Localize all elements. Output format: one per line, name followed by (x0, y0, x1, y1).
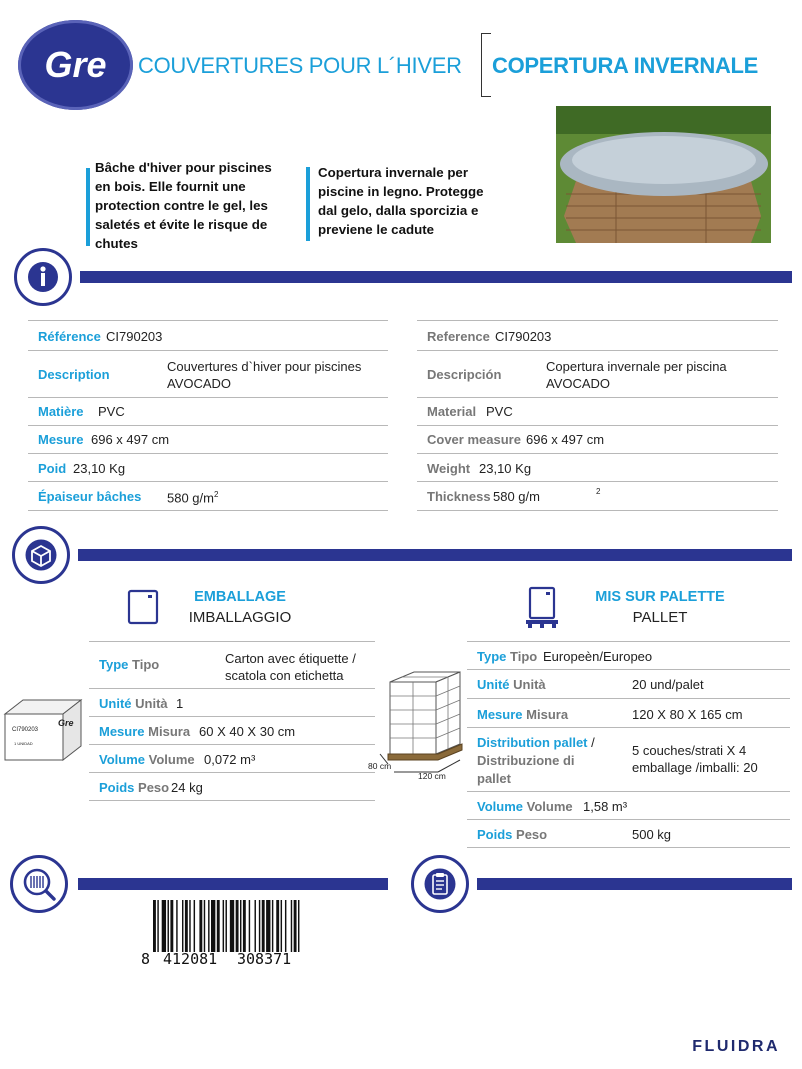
info-it-description-row (417, 351, 778, 398)
packaging-unit-value: 1 (176, 696, 184, 711)
packaging-measure-row (89, 717, 375, 745)
pallet-illustration (366, 668, 466, 791)
thickness-value-text: 580 g/m (167, 490, 214, 506)
measure-label: Mesure (38, 432, 84, 447)
pallet-measure-labels (477, 707, 568, 722)
description-value: Copertura invernale per piscina AVOCADO (546, 359, 727, 391)
pallet-width-label: 120 cm (418, 771, 446, 781)
pallet-depth-label: 80 cm (368, 761, 392, 771)
pallet-distribution-fr: Distribution pallet (477, 735, 588, 750)
carton-illustration (3, 694, 83, 767)
weight-value: 23,10 Kg (479, 461, 532, 476)
measure-label: Cover measure (427, 432, 521, 447)
measure-value: 696 x 497 cm (91, 432, 170, 447)
info-fr-measure-row (28, 426, 388, 454)
pallet-weight-labels (477, 827, 547, 842)
packaging-unit-fr: Unité (99, 696, 132, 711)
thickness-value (167, 490, 218, 505)
carton-ref: CI790203 (12, 727, 39, 733)
barcode-bar (249, 900, 250, 952)
pallet-measure-fr: Mesure (477, 707, 523, 722)
pallet-distribution-it: Distribuzione di pallet (477, 753, 575, 786)
clipboard-icon (411, 855, 469, 913)
barcode-bar (204, 900, 205, 952)
intro-fr-bar (86, 168, 90, 246)
info-it-material-row (417, 398, 778, 426)
reference-value: CI790203 (106, 329, 163, 344)
barcode-bar (291, 900, 292, 952)
barcode-bars (145, 900, 310, 952)
pallet-type-labels (477, 649, 537, 664)
description-value: Couvertures d`hiver pour piscines AVOCADO (167, 359, 362, 391)
packaging-unit-it: Unità (135, 696, 168, 711)
weight-value: 23,10 Kg (73, 461, 126, 476)
packaging-heading-it: IMBALLAGGIO (188, 609, 292, 626)
barcode-bar (240, 900, 241, 952)
notes-section-line (477, 878, 792, 890)
packaging-type-labels (99, 657, 159, 672)
pallet-distribution-sep: / (587, 735, 595, 750)
packaging-volume-labels (99, 752, 195, 767)
barcode-bar (255, 900, 256, 952)
info-fr-weight-row (28, 454, 388, 482)
packaging-type-value: Carton avec étiquette / scatola con etichetta (225, 651, 356, 683)
barcode-bar (272, 900, 273, 952)
pallet-weight-fr: Poids (477, 827, 513, 842)
material-value: PVC (486, 404, 513, 419)
packaging-weight-row (89, 773, 375, 801)
barcode-bar (211, 900, 215, 952)
thickness-label: Épaiseur bâches (38, 489, 142, 504)
intro-it: Copertura invernale per piscine in legno. Protegge dal gelo, dalla sporcizia e previene le cadute (318, 165, 484, 237)
barcode-bar (298, 900, 299, 952)
pallet-icon (525, 586, 559, 635)
title-it: COPERTURA INVERNALE (492, 53, 759, 78)
pallet-distribution-labels (477, 734, 612, 788)
pallet-volume-it: Volume (526, 799, 573, 814)
info-fr-reference-row (28, 321, 388, 351)
thickness-sup: 2 (596, 487, 601, 496)
weight-label: Poid (38, 461, 67, 476)
pallet-weight-value: 500 kg (632, 827, 672, 842)
description-label: Descripción (427, 367, 502, 382)
pallet-measure-it: Misura (526, 707, 569, 722)
fluidra-logo: FLUIDRA (692, 1038, 780, 1055)
info-section-line (80, 271, 792, 283)
pallet-volume-row (467, 792, 790, 820)
reference-label: Reference (427, 329, 490, 344)
pallet-type-value: Europeèn/Europeo (543, 649, 653, 664)
barcode-bar (176, 900, 177, 952)
title-bracket (481, 33, 491, 97)
barcode-bar (223, 900, 224, 952)
info-fr-thickness-row (28, 482, 388, 511)
gre-logo-text: Gre (44, 44, 107, 85)
pallet-volume-fr: Volume (477, 799, 523, 814)
barcode-bar (281, 900, 282, 952)
pallet-volume-value: 1,58 m³ (583, 799, 628, 814)
measure-value: 696 x 497 cm (526, 432, 605, 447)
packaging-unit-labels (99, 696, 168, 711)
packaging-volume-it: Volume (148, 752, 195, 767)
pallet-unit-value: 20 und/palet (632, 677, 704, 692)
pallet-type-row (467, 642, 790, 670)
pallet-type-it: Tipo (510, 649, 538, 664)
packaging-weight-labels (99, 780, 169, 795)
pallet-measure-row (467, 699, 790, 728)
box-icon (12, 526, 70, 584)
barcode-bar (208, 900, 209, 952)
info-icon (14, 248, 72, 306)
barcode-bar (194, 900, 195, 952)
barcode-bar (243, 900, 246, 952)
barcode-bar (230, 900, 234, 952)
pallet-type-fr: Type (477, 649, 507, 664)
packaging-volume-value: 0,072 m³ (204, 752, 256, 767)
barcode-bar (189, 900, 190, 952)
barcode (141, 900, 310, 972)
reference-value: CI790203 (495, 329, 552, 344)
packaging-unit-row (89, 689, 375, 717)
barcode-bar (294, 900, 297, 952)
barcode-bar (226, 900, 227, 952)
thickness-value: 580 g/m (493, 489, 540, 504)
barcode-bar (153, 900, 156, 952)
packaging-volume-row (89, 745, 375, 773)
info-it-weight-row (417, 454, 778, 482)
barcode-search-icon (10, 855, 68, 913)
barcode-bar (185, 900, 188, 952)
pallet-weight-row (467, 820, 790, 848)
barcode-digits-left: 412081 (163, 950, 218, 968)
barcode-bar (157, 900, 158, 952)
info-it-reference-row (417, 321, 778, 351)
carton-icon (127, 589, 159, 630)
pallet-heading-fr: MIS SUR PALETTE (595, 589, 725, 605)
barcode-bar (262, 900, 265, 952)
intro-it-bar (306, 167, 310, 241)
reference-label: Référence (38, 329, 101, 344)
thickness-label: Thickness (427, 489, 491, 504)
packaging-measure-labels (99, 724, 190, 739)
barcode-bar (266, 900, 270, 952)
pallet-unit-labels (477, 677, 546, 692)
pallet-distribution-value: 5 couches/strati X 4 emballage /imballi: 20 (632, 743, 758, 775)
barcode-bar (162, 900, 166, 952)
weight-label: Weight (427, 461, 471, 476)
packaging-measure-value: 60 X 40 X 30 cm (199, 724, 296, 739)
thickness-sup: 2 (213, 490, 219, 499)
packaging-type-fr: Type (99, 657, 129, 672)
carton-logo: Gre (58, 718, 74, 728)
intro-fr: Bâche d'hiver pour piscines en bois. Elle fournit une protection contre le gel, les saletés et évite le risque de chutes (95, 160, 272, 251)
info-it-thickness-row (417, 482, 778, 511)
barcode-bar (168, 900, 169, 952)
pallet-measure-value: 120 X 80 X 165 cm (632, 707, 743, 722)
barcode-bar (182, 900, 183, 952)
material-label: Matière (38, 404, 84, 419)
barcode-digit-first: 8 (141, 950, 151, 968)
packaging-measure-it: Misura (148, 724, 191, 739)
barcode-section-line (78, 878, 388, 890)
description-label: Description (38, 367, 110, 382)
packaging-section-line (78, 549, 792, 561)
pallet-heading-it: PALLET (632, 609, 688, 626)
info-fr-material-row (28, 398, 388, 426)
packaging-heading-fr: EMBALLAGE (194, 589, 286, 605)
barcode-bar (285, 900, 286, 952)
pallet-distribution-row (467, 728, 790, 792)
pallet-unit-fr: Unité (477, 677, 510, 692)
packaging-weight-it: Peso (138, 780, 170, 795)
pallet-unit-it: Unità (513, 677, 546, 692)
pallet-weight-it: Peso (516, 827, 548, 842)
barcode-bar (199, 900, 202, 952)
packaging-type-row (89, 642, 375, 689)
info-it-measure-row (417, 426, 778, 454)
material-label: Material (427, 404, 477, 419)
product-photo (556, 106, 771, 243)
material-value: PVC (98, 404, 125, 419)
packaging-volume-fr: Volume (99, 752, 145, 767)
barcode-bar (259, 900, 260, 952)
barcode-digits-right: 308371 (237, 950, 292, 968)
pallet-volume-labels (477, 799, 573, 814)
gre-logo (18, 20, 133, 110)
title-fr: COUVERTURES POUR L´HIVER (138, 53, 462, 78)
barcode-bar (170, 900, 173, 952)
carton-unit: 1 UNIDAD (14, 741, 33, 746)
packaging-type-it: Tipo (132, 657, 160, 672)
barcode-bar (236, 900, 239, 952)
pallet-unit-row (467, 670, 790, 699)
barcode-bar (217, 900, 220, 952)
packaging-weight-fr: Poids (99, 780, 135, 795)
packaging-measure-fr: Mesure (99, 724, 145, 739)
barcode-bar (276, 900, 279, 952)
packaging-weight-value: 24 kg (171, 780, 203, 795)
info-fr-description-row (28, 351, 388, 398)
